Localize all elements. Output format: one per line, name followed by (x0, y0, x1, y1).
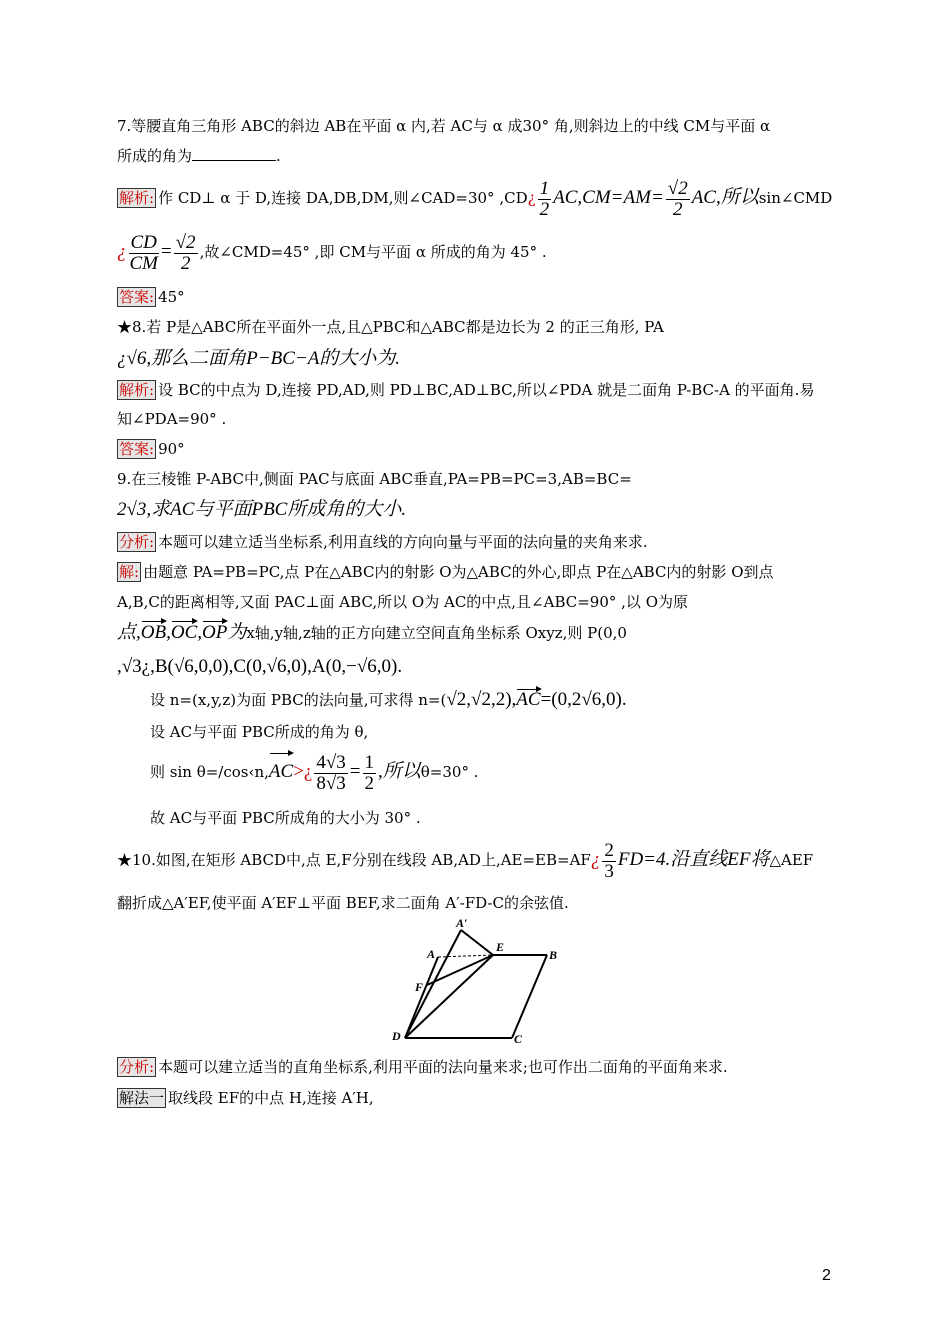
fraction-root2 (666, 179, 690, 220)
label-d: D (392, 1029, 401, 1043)
q7-line2-text: 所成的角为 (117, 147, 193, 165)
q9-solution-line7: 则 sin θ=/cos‹n,AC>¿ $\frac{4√3}{8√3}$ = $\frac{1}{2}$ ,所以θ=30° . (150, 751, 479, 794)
vector-ac-2: AC (269, 752, 293, 792)
solution-tag: 解: (119, 563, 140, 581)
fraction-root2-b (174, 233, 198, 274)
fraction-den: 2 (672, 198, 683, 220)
q7-sol-l1-d: sin∠CMD (758, 189, 833, 207)
q7-line1: 7.等腰直角三角形 ABC的斜边 AB在平面 α 内,若 AC与 α 成30° 角,则斜边上的中线 CM与平面 α (117, 117, 771, 135)
q10-l1-d: △AEF (769, 851, 814, 869)
fraction-num: 1 (539, 177, 550, 199)
q9-line1: 9.在三棱锥 P-ABC中,侧面 PAC与底面 ABC垂直,PA=PB=PC=3,AB=BC= (117, 470, 632, 488)
q9-sol-l3-b: 为 (227, 622, 247, 643)
q9-sol-l1: 由题意 PA=PB=PC,点 P在△ABC内的射影 O为△ABC的外心,即点 P在△ABC内的射影 O到点 (143, 563, 774, 581)
q10-l1-b: ¿ (590, 849, 601, 870)
q7-solution-line2 (117, 232, 547, 274)
fraction-den: 3 (604, 860, 614, 882)
fraction-den: 2 (539, 198, 550, 220)
q9-analysis (117, 532, 648, 552)
q9-analysis-text: 本题可以建立适当坐标系,利用直线的方向向量与平面的法向量的夹角来求. (158, 533, 648, 551)
vector-op: OP (202, 620, 227, 646)
edge-da (405, 957, 438, 1038)
q7-sol-l1-c: AC,所以 (691, 187, 759, 208)
fraction-cd-cm (129, 233, 159, 274)
fraction-den: 2 (180, 252, 191, 274)
q7-answer-value: 45° (158, 288, 185, 306)
q9-solution-line4: ,√3¿,B(√6,0,0),C(0,√6,0),A(0,−√6,0). (117, 656, 403, 677)
q9-line2: 2√3,求AC与平面PBC所成角的大小. (117, 499, 407, 520)
analysis-tag: 分析: (119, 533, 155, 551)
q8-answer-value: 90° (158, 440, 185, 458)
q7-sol-l2-a: ¿ (117, 241, 127, 262)
q8-solution-line2: 知∠PDA=90° . (117, 410, 227, 428)
answer-tag: 答案: (119, 288, 155, 306)
q10-line2: 翻折成△A′EF,使平面 A′EF⊥平面 BEF,求二面角 A′-FD-C的余弦值. (117, 894, 569, 912)
q9-sol-l7-a: 则 sin θ=/cos‹n, (150, 763, 269, 781)
q9-sol-l7-b: >¿ (293, 761, 313, 782)
vector-oc: OC (171, 620, 197, 646)
fraction-num: 2 (604, 839, 614, 861)
q9-sol-l7-d: θ=30° . (420, 763, 479, 781)
fraction-den: 8√3 (316, 772, 346, 794)
q9-solution-line8: 故 AC与平面 PBC所成角的大小为 30° . (150, 809, 421, 827)
q7-sol-l1-b: AC,CM=AM= (553, 187, 664, 208)
q8-solution-line1 (117, 380, 814, 400)
label-c: C (514, 1032, 523, 1045)
q8-answer (117, 439, 185, 459)
vector-ac: AC (516, 689, 541, 710)
label-a-prime: A′ (456, 916, 468, 930)
q10-line1 (117, 840, 813, 882)
answer-tag: 答案: (119, 440, 155, 458)
q9-sol-l5-c: =(0,2√6,0). (540, 689, 627, 710)
label-f: F (415, 980, 424, 994)
fraction-half (538, 179, 552, 220)
fraction-den: CM (129, 252, 158, 274)
q9-sol-l5-b: √2,√2,2), (446, 689, 517, 710)
q10-method1-text: 取线段 EF的中点 H,连接 A′H, (168, 1089, 374, 1107)
q8-line1: ★8.若 P是△ABC所在平面外一点,且△PBC和△ABC都是边长为 2 的正三角形, PA (117, 318, 664, 336)
label-a: A (427, 947, 436, 961)
q8-sol-l1: 设 BC的中点为 D,连接 PD,AD,则 PD⊥BC,AD⊥BC,所以∠PDA 就是二面角 P-BC-A 的平面角.易 (158, 381, 815, 399)
q7-sol-l2-c: ,故∠CMD=45° ,即 CM与平面 α 所成的角为 45° . (199, 243, 547, 261)
edge-a1e (461, 930, 493, 955)
solution-tag: 解析: (119, 189, 155, 207)
q9-sol-l3-c: x轴,y轴,z轴的正方向建立空间直角坐标系 Oxyz,则 P(0,0 (246, 624, 627, 642)
q7-line2-end: . (276, 147, 281, 165)
q9-sol-l5-a: 设 n=(x,y,z)为面 PBC的法向量,可求得 n=( (150, 691, 447, 709)
edge-de (405, 955, 493, 1038)
folded-rectangle-figure (385, 915, 570, 1045)
q10-method1 (117, 1088, 374, 1108)
q7-sol-l1-a: 作 CD⊥ α 于 D,连接 DA,DB,DM,则∠CAD=30° ,CD (158, 189, 528, 207)
vector-ob: OB (141, 620, 166, 646)
fraction-1-2 (363, 753, 377, 794)
label-e: E (496, 940, 505, 954)
fraction-2-3 (602, 841, 616, 882)
q7-line2 (117, 146, 281, 166)
fraction-num: CD (130, 231, 157, 253)
fraction-4r3-8r3 (314, 753, 347, 794)
q7-solution-line1 (117, 178, 832, 220)
fraction-num: 1 (364, 751, 374, 773)
q9-solution-line5 (150, 688, 627, 712)
q10-analysis (117, 1057, 728, 1077)
fraction-num: √2 (667, 177, 688, 199)
solution-tag: 解析: (119, 381, 155, 399)
label-b: B (549, 948, 558, 962)
q7-sol-l2-b: = (160, 241, 172, 262)
answer-blank (192, 148, 276, 161)
q10-l1-a: ★10.如图,在矩形 ABCD中,点 E,F分别在线段 AB,AD上,AE=EB=AF (117, 851, 591, 869)
q9-sol-l7-c: ,所以 (378, 761, 421, 782)
fraction-den: 2 (364, 772, 374, 794)
q10-analysis-text: 本题可以建立适当的直角坐标系,利用平面的法向量来求;也可作出二面角的平面角来求. (158, 1058, 728, 1076)
fraction-num: 4√3 (316, 751, 346, 773)
method-tag: 解法一 (119, 1089, 165, 1107)
q9-solution-line2: A,B,C的距离相等,又面 PAC⊥面 ABC,所以 O为 AC的中点,且∠ABC=90° ,以 O为原 (117, 593, 688, 611)
q7-answer (117, 287, 185, 307)
page-number: 2 (822, 1267, 831, 1284)
q7-glyph: ¿ (527, 189, 536, 207)
q9-solution-line6: 设 AC与平面 PBC所成的角为 θ, (150, 723, 369, 741)
analysis-tag: 分析: (119, 1058, 155, 1076)
q9-solution-line1 (117, 562, 774, 582)
fraction-num: √2 (175, 231, 196, 253)
q8-line2: ¿√6,那么二面角P−BC−A的大小为. (117, 348, 401, 369)
q9-solution-line3: 点,OB,OC,OP为x轴,y轴,z轴的正方向建立空间直角坐标系 Oxyz,则 P(0,0 (117, 620, 627, 646)
q9-sol-l3-a: 点, (117, 622, 141, 643)
edge-cb (512, 955, 547, 1038)
q10-l1-c: FD=4.沿直线EF将 (617, 849, 770, 870)
